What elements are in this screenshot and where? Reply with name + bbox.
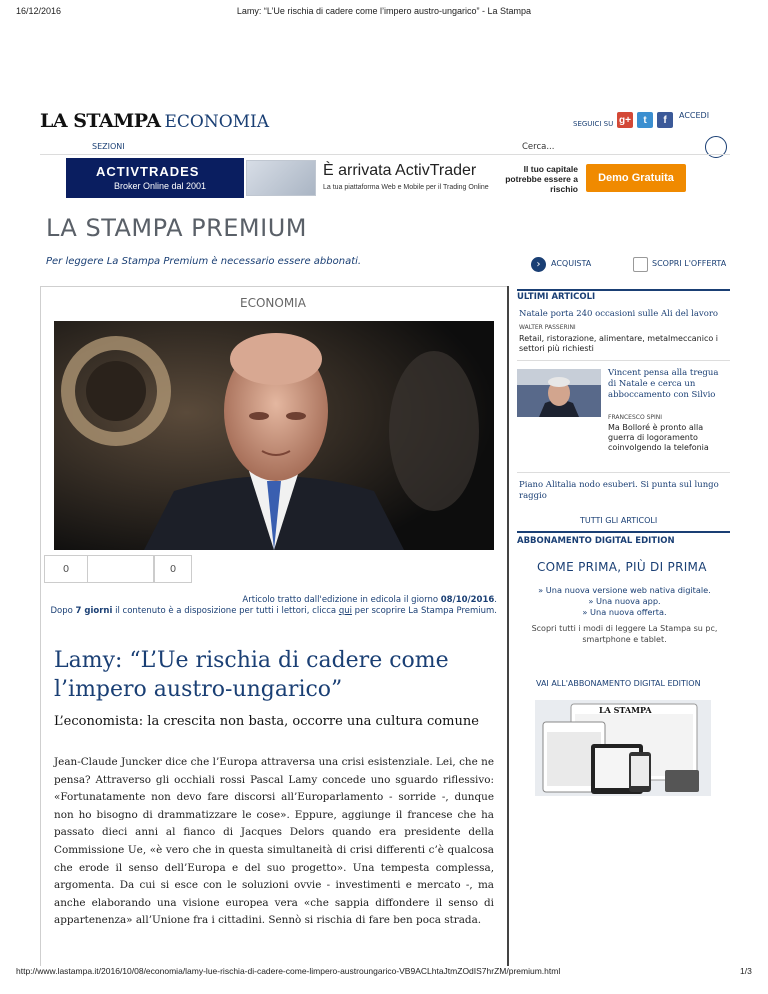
article-section-label: ECONOMIA <box>240 296 306 310</box>
share-button-google[interactable] <box>124 555 154 583</box>
sections-menu[interactable]: SEZIONI <box>92 142 125 151</box>
ad-brand-sub: Broker Online dal 2001 <box>114 181 207 191</box>
bullet-item: » Una nuova offerta. <box>582 607 667 617</box>
digital-edition-bullets <box>522 585 727 618</box>
logo-section: ECONOMIA <box>164 112 270 132</box>
article-subhead: L’economista: la crescita non basta, occorre una cultura comune <box>54 714 479 729</box>
ad-platform-screenshot <box>246 160 316 196</box>
ad-brand-block <box>66 158 244 198</box>
edition-note-mid1: Dopo <box>50 606 76 616</box>
chevron-right-icon[interactable]: › <box>531 257 546 272</box>
print-date: 16/12/2016 <box>16 6 62 16</box>
print-page-number: 1/3 <box>740 966 752 976</box>
devices-logo: LA STAMPA <box>599 705 652 715</box>
buy-link[interactable]: ACQUISTA <box>551 259 592 268</box>
logo-main: LA STAMPA <box>40 110 161 132</box>
ad-tagline: La tua piattaforma Web e Mobile per il Trading Online <box>323 184 489 191</box>
article-body: Jean-Claude Juncker dice che l’Europa attraversa una crisi esistenziale. Lei, che ne pensa? Attraverso gli occhiali rossi Pascal Lamy concede uno sguardo riflessivo: «Fortunatamente non devo fare discorsi all’Europarlamento - sorride -, dunque non ho bisogno di drammatizzare le cose». Eppure, aggiunge il francese che ha passato dieci anni al fianco di Jacques Delors quando era presidente della Commissione Ue, «è vero che in questa simultaneità di crisi differenti c’è qualcosa che erode il senso dell’Europa e del suo progetto». Una tempesta complessa, argomenta. Da cui si esce con le soluzioni ovvie - investimenti e mercato -, ma anche elaborando una visione europea vera «che sappia diffondere il senso di appartenenza» all’Unione fra i cittadini. Sennò si rischia di fare ben poca strada. <box>54 756 494 927</box>
ad-brand: ACTIVTRADES <box>96 164 200 179</box>
edition-note-mid2: il contenuto è a disposizione per tutti i lettori, clicca <box>112 606 339 616</box>
all-articles-link[interactable]: TUTTI GLI ARTICOLI <box>580 516 658 525</box>
edition-note: Articolo tratto dall'edizione in edicola il giorno 08/10/2016. Dopo 7 giorni il contenuto è a disposizione per tutti i lettori, clicca qui per scoprire La Stampa Premium. <box>50 595 497 616</box>
print-page-title: Lamy: “L’Ue rischia di cadere come l’impero austro-ungarico” - La Stampa <box>236 6 532 16</box>
digital-edition-description: Scopri tutti i modi di leggere La Stampa su pc, smartphone e tablet. <box>531 624 718 644</box>
edition-note-prefix: Articolo tratto dall'edizione in edicola il giorno <box>242 595 441 605</box>
thumb-illustration <box>517 369 601 417</box>
latest-articles-rule <box>517 289 730 291</box>
latest-article-author-1: WALTER PASSERINI <box>519 324 576 331</box>
latest-separator-1 <box>517 360 730 361</box>
digital-edition-rule <box>517 531 730 533</box>
share-count-facebook[interactable]: 0 <box>44 555 88 583</box>
article-border-top <box>40 286 507 287</box>
latest-articles-title: ULTIMI ARTICOLI <box>517 292 596 302</box>
offer-icon[interactable] <box>633 257 648 272</box>
premium-note: Per leggere La Stampa Premium è necessario essere abbonati. <box>46 256 362 267</box>
column-divider <box>507 286 509 966</box>
latest-article-author-2: FRANCESCO SPINI <box>608 414 663 421</box>
search-input[interactable]: Cerca... <box>522 142 555 152</box>
google-plus-icon[interactable]: g+ <box>617 112 633 128</box>
print-url: http://www.lastampa.it/2016/10/08/economia/lamy-lue-rischia-di-cadere-come-limpero-austroungarico-VB9ACLhtaJtmZOdIS7hrZM/premium.html <box>16 966 561 976</box>
twitter-icon[interactable]: t <box>637 112 653 128</box>
article-border-left <box>40 286 41 966</box>
latest-article-summary-1: Retail, ristorazione, alimentare, metalmeccanico i settori più richiesti <box>519 334 719 353</box>
latest-article-thumb-2[interactable] <box>517 369 601 417</box>
devices-image[interactable] <box>535 700 711 796</box>
edition-note-suffix: per scoprire La Stampa Premium. <box>351 606 497 616</box>
edition-date: 08/10/2016 <box>440 595 495 605</box>
latest-article-summary-2: Ma Bolloré è pronto alla guerra di logoramento coinvolgendo la telefonia <box>608 423 709 452</box>
photo-illustration <box>54 321 494 550</box>
digital-edition-title: ABBONAMENTO DIGITAL EDITION <box>517 536 675 546</box>
facebook-icon[interactable]: f <box>657 112 673 128</box>
edition-days: 7 giorni <box>75 606 113 616</box>
bullet-item: » Una nuova app. <box>588 596 661 606</box>
digital-edition-slogan: COME PRIMA, PIÙ DI PRIMA <box>537 560 707 574</box>
nav-divider <box>40 154 730 155</box>
follow-us-label: SEGUICI SU <box>573 120 614 128</box>
article-photo <box>54 321 494 550</box>
latest-article-title-1[interactable]: Natale porta 240 occasioni sulle Ali del lavoro <box>519 309 719 319</box>
share-count-linkedin[interactable]: 0 <box>154 555 192 583</box>
edition-premium-link[interactable]: qui <box>338 606 352 616</box>
site-logo[interactable] <box>40 110 269 132</box>
ad-risk-warning: Il tuo capitale potrebbe essere a rischio <box>505 164 578 194</box>
digital-edition-link[interactable]: VAI ALL'ABBONAMENTO DIGITAL EDITION <box>536 679 701 688</box>
latest-article-title-3[interactable]: Piano Alitalia nodo esuberi. Si punta sul lungo raggio <box>519 480 719 501</box>
login-link[interactable]: ACCEDI <box>679 111 710 120</box>
article-headline: Lamy: “L’Ue rischia di cadere come l’impero austro-ungarico” <box>54 648 449 702</box>
latest-separator-2 <box>517 472 730 473</box>
ad-demo-button[interactable]: Demo Gratuita <box>586 164 686 192</box>
premium-title: LA STAMPA PREMIUM <box>46 214 307 242</box>
latest-article-title-2[interactable]: Vincent pensa alla tregua di Natale e cerca un abboccamento con Silvio <box>608 368 719 400</box>
ad-headline: È arrivata ActivTrader <box>323 162 477 179</box>
ad-banner[interactable] <box>66 158 690 198</box>
offer-link[interactable]: SCOPRI L'OFFERTA <box>652 259 727 268</box>
bullet-item: » Una nuova versione web nativa digitale. <box>538 585 711 595</box>
